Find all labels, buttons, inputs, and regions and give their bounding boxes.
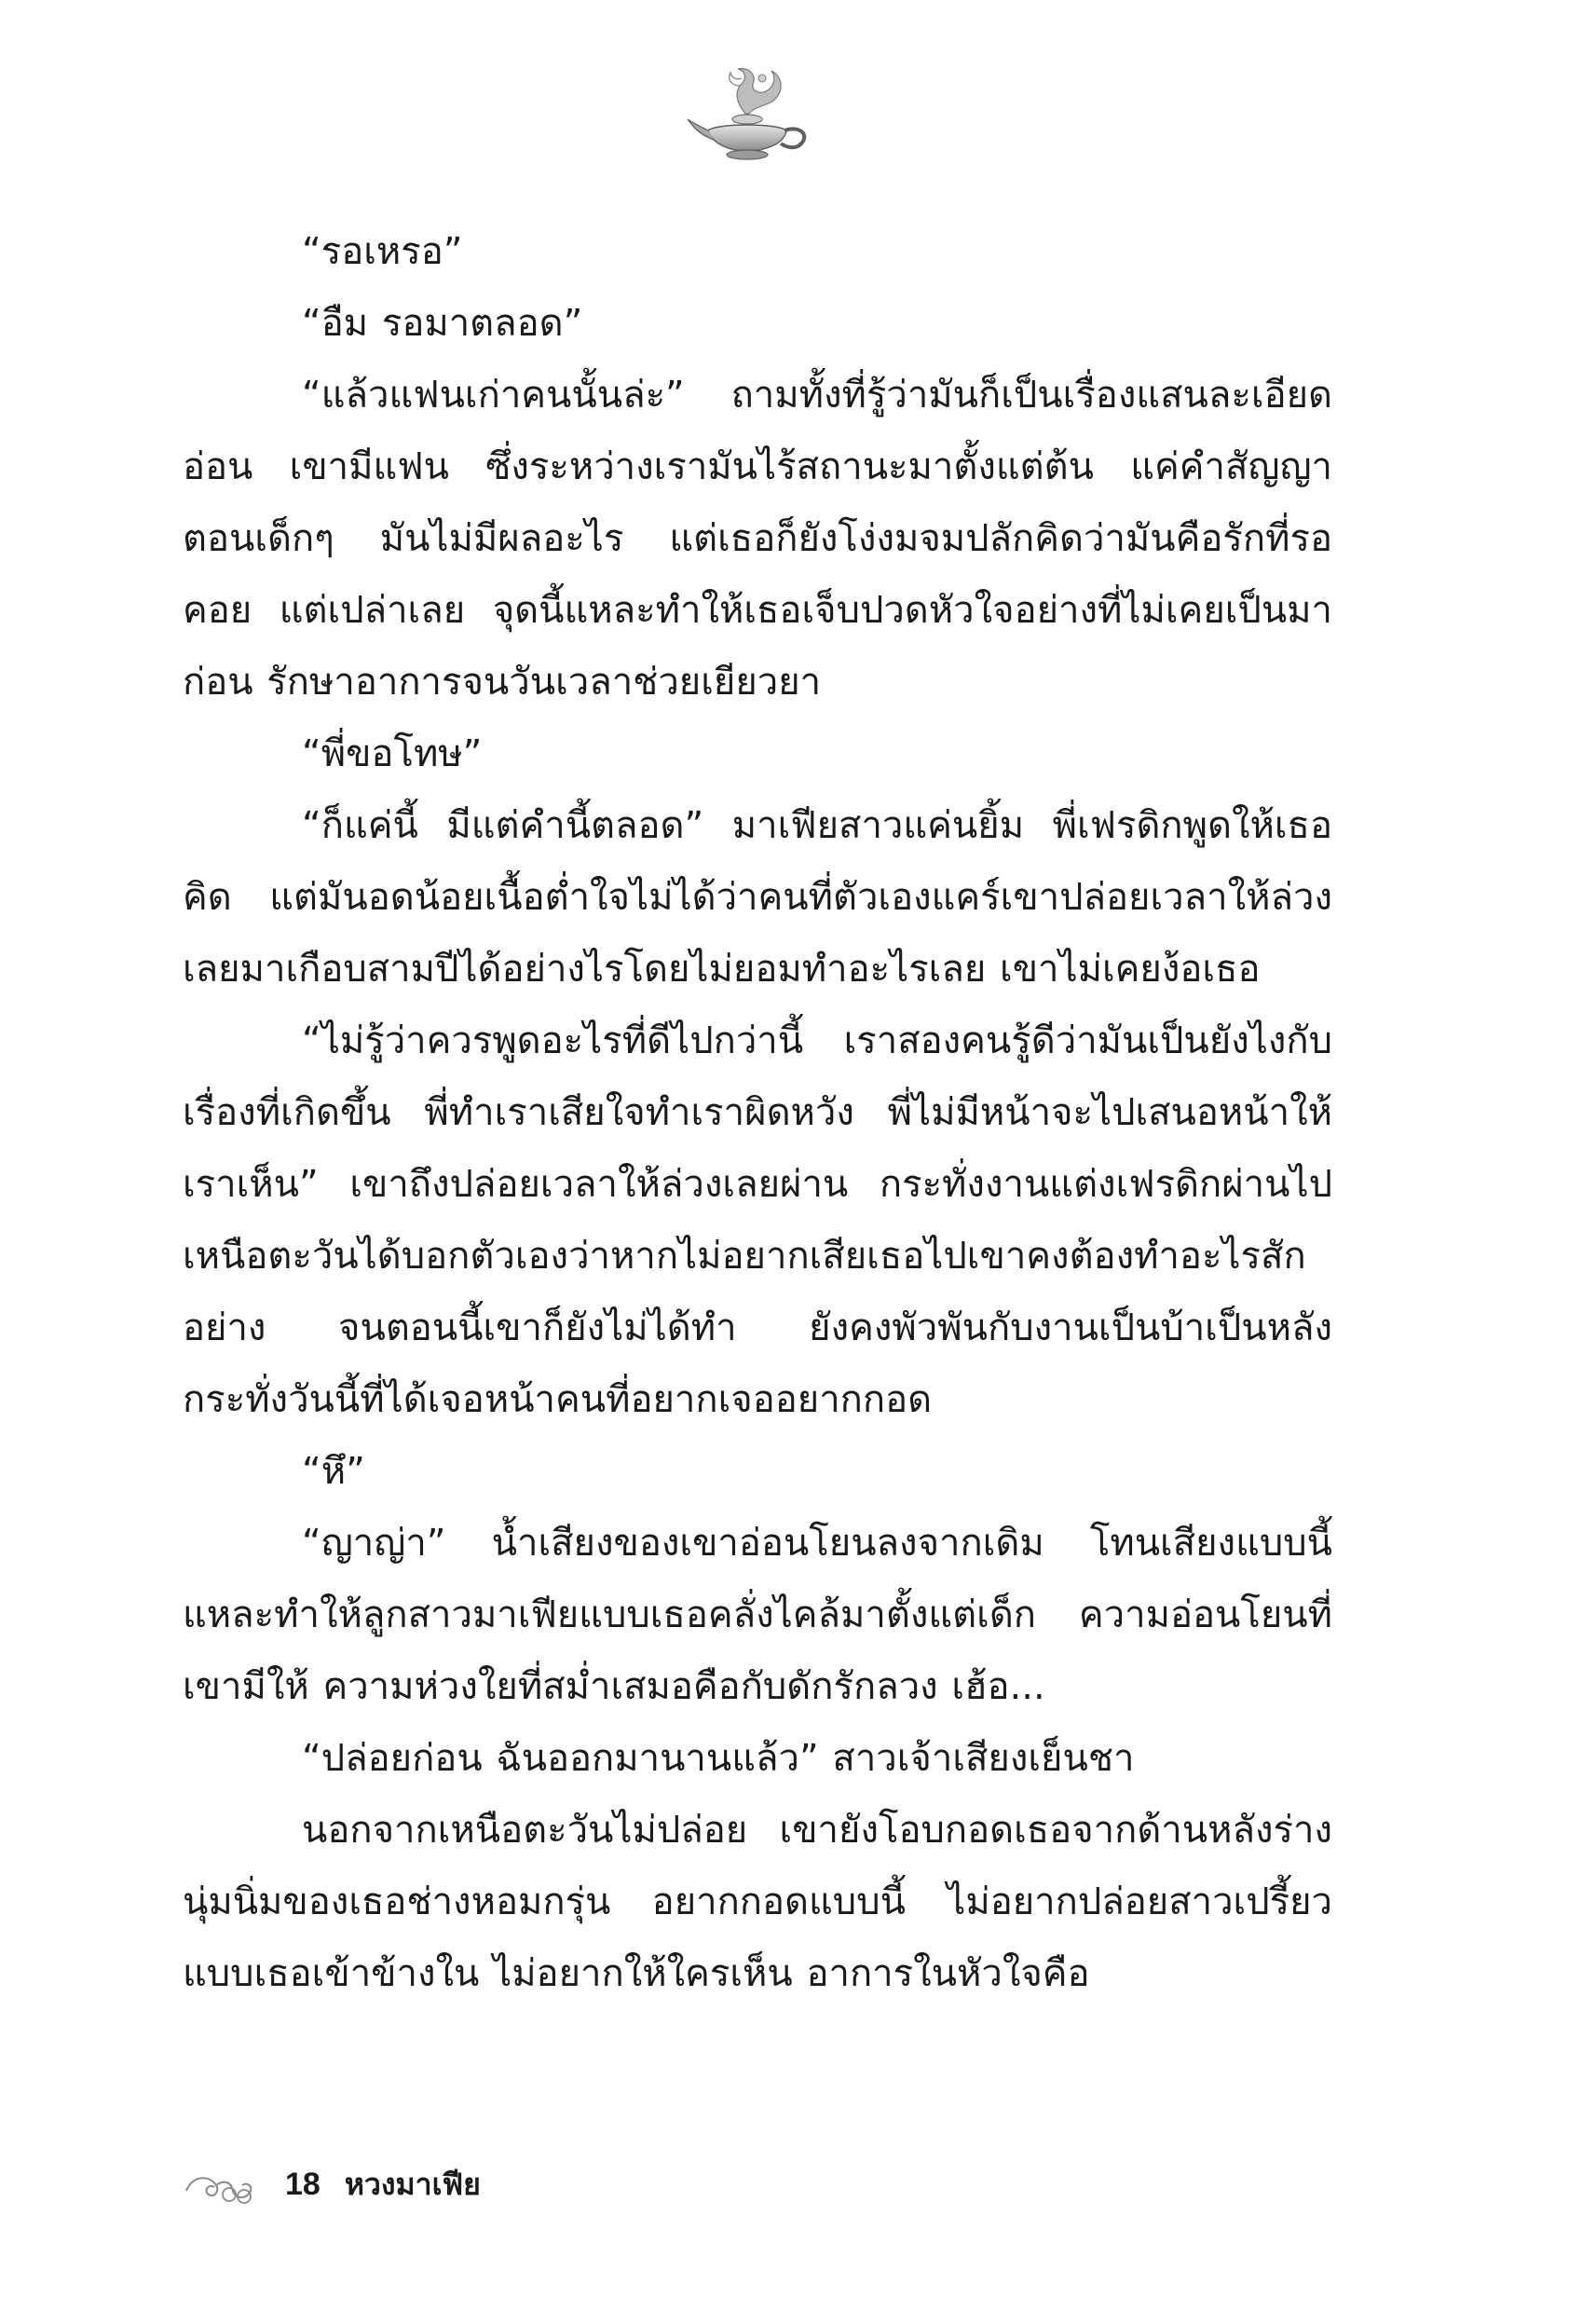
book-title: หวงมาเฟีย xyxy=(344,2166,481,2202)
paragraph: “พี่ขอโทษ” xyxy=(302,732,483,775)
paragraph: นอกจากเหนือตะวันไม่ปล่อย เขายังโอบกอดเธอจากด้านหลังร่างนุ่มนิ่มของเธอช่างหอมกรุ่น อยากกอดแบบนี้ ไม่อยากปล่อยสาวเปรี้ยวแบบเธอเข้าข้างใน ไม่อยากให้ใครเห็น อาการในหัวใจคือ xyxy=(183,1809,1332,1995)
paragraph: “แล้วแฟนเก่าคนนั้นล่ะ” ถามทั้งที่รู้ว่ามันก็เป็นเรื่องแสนละเอียดอ่อน เขามีแฟน ซึ่งระหว่างเรามันไร้สถานะมาตั้งแต่ต้น แค่คำสัญญาตอนเด็กๆ มันไม่มีผลอะไร แต่เธอก็ยังโง่งมจมปลักคิดว่ามันคือรักที่รอคอย แต่เปล่าเลย จุดนี้แหละทำให้เธอเจ็บปวดหัวใจอย่างที่ไม่เคยเป็นมาก่อน รักษาอาการจนวันเวลาช่วยเยียวยา xyxy=(183,374,1332,704)
paragraph: “ปล่อยก่อน ฉันออกมานานแล้ว” สาวเจ้าเสียงเย็นชา xyxy=(302,1737,1135,1780)
genie-lamp-icon xyxy=(680,58,820,170)
paragraph: “ไม่รู้ว่าควรพูดอะไรที่ดีไปกว่านี้ เราสองคนรู้ดีว่ามันเป็นยังไงกับเรื่องที่เกิดขึ้น พี่ทำเราเสียใจทำเราผิดหวัง พี่ไม่มีหน้าจะไปเสนอหน้าให้เราเห็น” เขาถึงปล่อยเวลาให้ล่วงเลยผ่าน กระทั่งงานแต่งเฟรดิกผ่านไป เหนือตะวันได้บอกตัวเองว่าหากไม่อยากเสียเธอไปเขาคงต้องทำอะไรสักอย่าง จนตอนนี้เขาก็ยังไม่ได้ทำ ยังคงพัวพันกับงานเป็นบ้าเป็นหลัง กระทั่งวันนี้ที่ได้เจอหน้าคนที่อยากเจออยากกอด xyxy=(183,1019,1332,1421)
paragraph: “หึ” xyxy=(302,1450,365,1493)
paragraph: “ก็แค่นี้ มีแต่คำนี้ตลอด” มาเฟียสาวแค่นยิ้ม พี่เฟรดิกพูดให้เธอคิด แต่มันอดน้อยเนื้อต่ำใจไม่ได้ว่าคนที่ตัวเองแคร์เขาปล่อยเวลาให้ล่วงเลยมาเกือบสามปีได้อย่างไรโดยไม่ยอมทำอะไรเลย เขาไม่เคยง้อเธอ xyxy=(183,804,1332,991)
paragraph: “ญาญ่า” น้ำเสียงของเขาอ่อนโยนลงจากเดิม โทนเสียงแบบนี้แหละทำให้ลูกสาวมาเฟียแบบเธอคลั่งไคล้มาตั้งแต่เด็ก ความอ่อนโยนที่เขามีให้ ความห่วงใยที่สม่ำเสมอคือกับดักรักลวง เฮ้อ... xyxy=(183,1522,1332,1708)
page-footer xyxy=(183,2158,481,2210)
body-text xyxy=(183,216,1332,2010)
swirl-ornament-icon xyxy=(183,2163,259,2206)
paragraph: “อืม รอมาตลอด” xyxy=(302,302,583,345)
page-number: 18 xyxy=(285,2166,321,2202)
paragraph: “รอเหรอ” xyxy=(302,230,463,273)
